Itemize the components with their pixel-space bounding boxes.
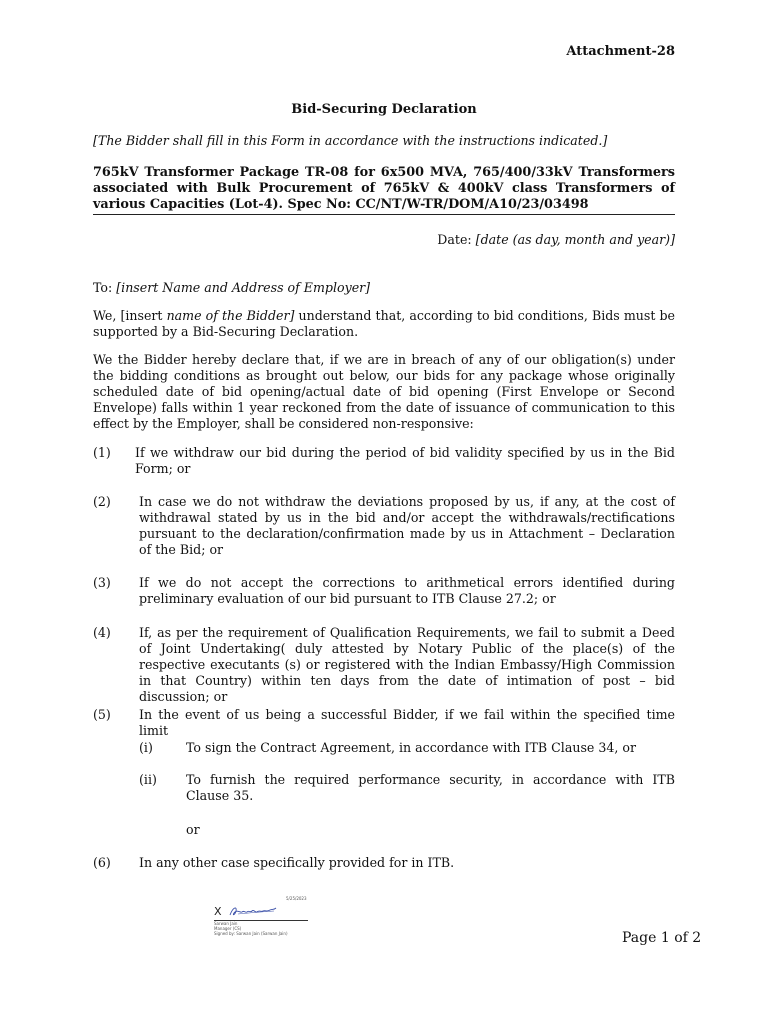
item-number: (3) <box>93 575 111 590</box>
bidder-name-placeholder: name of the Bidder] <box>166 308 295 323</box>
document-title: Bid-Securing Declaration <box>291 102 477 117</box>
subitem-number: (i) <box>139 740 153 755</box>
signature-date: 5/25/2023 <box>286 896 307 901</box>
digital-signature-block <box>212 896 312 946</box>
item-number: (6) <box>93 855 111 870</box>
to-label: To: <box>93 280 117 295</box>
employer-placeholder: [insert Name and Address of Employer] <box>116 280 371 295</box>
item-text: In case we do not withdraw the deviations proposed by us, if any, at the cost of withdrawal stated by us in the bid and/or accept the withdrawals/rectifications pursuant to the declaration/confirmation made by us in Attachment – Declaration of the Bid; or <box>139 494 675 557</box>
item-text: If, as per the requirement of Qualification Requirements, we fail to submit a Deed of Joint Undertaking( duly attested by Notary Public of the place(s) of the respective executants (s) or registered with the Indian Embassy/High Commission in that Country) within ten days from the date of intimation of post – bid discussion; or <box>139 625 675 704</box>
item-number: (5) <box>93 707 111 722</box>
item-number: (2) <box>93 494 111 509</box>
page-number: Page 1 of 2 <box>622 930 702 946</box>
item-number: (1) <box>93 445 111 460</box>
or-text: or <box>186 822 200 837</box>
signature-details <box>214 921 288 936</box>
item-text: In the event of us being a successful Bidder, if we fail within the specified time limit <box>139 707 675 738</box>
item-text: If we withdraw our bid during the period of bid validity specified by us in the Bid Form; or <box>135 445 675 476</box>
we-suffix: understand that, according to bid conditions, Bids must be supported by a Bid-Securing Declaration. <box>93 308 675 339</box>
declaration-paragraph: We the Bidder hereby declare that, if we are in breach of any of our obligation(s) under the bidding conditions as brought out below, our bids for any package whose originally scheduled date of bid opening/actual date of bid opening (First Envelope or Second Envelope) falls within 1 year reckoned from the date of issuance of communication to this effect by the Employer, shall be considered non-responsive: <box>93 352 675 431</box>
item-number: (4) <box>93 625 111 640</box>
we-prefix: We, [insert <box>93 308 167 323</box>
bidder-statement <box>93 308 675 340</box>
attachment-label: Attachment-28 <box>566 44 675 59</box>
subitem-number: (ii) <box>139 772 157 787</box>
to-line <box>93 280 370 296</box>
handwritten-signature-icon <box>228 904 278 918</box>
item-text: In any other case specifically provided for in ITB. <box>139 855 455 870</box>
document-page <box>93 0 675 1024</box>
signer-role: Manager (CS) <box>214 926 242 931</box>
date-label: Date: <box>437 232 476 247</box>
date-line <box>437 232 675 248</box>
signer-name: Sarwan Jain <box>214 921 238 926</box>
subitem-text: To furnish the required performance security, in accordance with ITB Clause 35. <box>186 772 675 803</box>
signature-x-mark: X <box>214 905 222 918</box>
date-placeholder: [date (as day, month and year)] <box>475 232 675 247</box>
form-instructions: [The Bidder shall fill in this Form in accordance with the instructions indicated.] <box>93 133 608 148</box>
subitem-text: To sign the Contract Agreement, in accordance with ITB Clause 34, or <box>186 740 636 755</box>
signed-by: Signed by: Sarwan Jain (Sarwan Jain) <box>214 931 288 936</box>
package-subject: 765kV Transformer Package TR-08 for 6x500 MVA, 765/400/33kV Transformers associated with Bulk Procurement of 765kV & 400kV class Transformers of various Capacities (Lot-4). Spec No: CC/NT/W-TR/DOM/A10/23/03498 <box>93 165 675 215</box>
item-text: If we do not accept the corrections to arithmetical errors identified during preliminary evaluation of our bid pursuant to ITB Clause 27.2; or <box>139 575 675 606</box>
